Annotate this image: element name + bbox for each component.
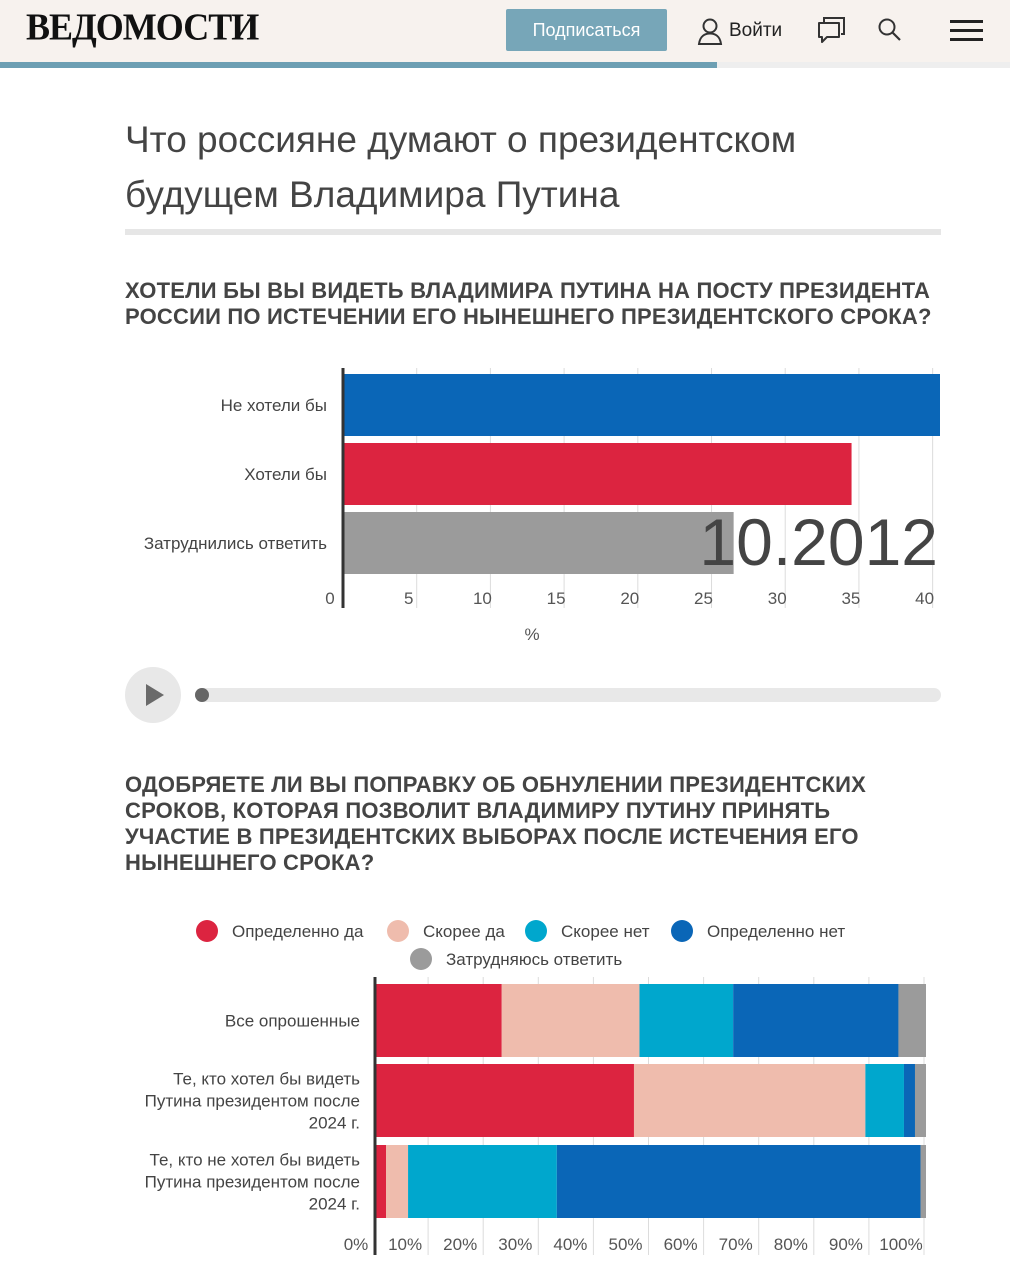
chart2-bar-segment-2-2 [408, 1145, 557, 1218]
chart1-category-label-0: Не хотели бы [220, 396, 327, 415]
chart1-bar-chart [0, 350, 1010, 650]
chart2-category-label-2-2: 2024 г. [308, 1194, 360, 1214]
chart1-category-label-1: Хотели бы [244, 465, 327, 484]
chart2-bar-segment-2-4 [920, 1145, 926, 1218]
user-icon [697, 17, 723, 45]
chart1-bar-0 [343, 374, 940, 436]
chart1-x-axis-label: % [524, 625, 540, 644]
chart2-tick-label-10: 100% [879, 1235, 923, 1254]
chart2-bar-segment-0-1 [502, 984, 640, 1057]
chart2-legend-marker-2 [525, 920, 547, 942]
chart1-tick-label-1: 5 [403, 589, 414, 608]
timeline-slider-handle[interactable] [195, 688, 209, 702]
chart1-bar-2 [343, 512, 734, 574]
chart2-tick-label-4: 40% [553, 1235, 588, 1254]
chart2-legend-marker-0 [196, 920, 218, 942]
chart1-question: ХОТЕЛИ БЫ ВЫ ВИДЕТЬ ВЛАДИМИРА ПУТИНА НА ПОСТУ ПРЕЗИДЕНТА РОССИИ ПО ИСТЕЧЕНИИ ЕГО НЫНЕШНЕГО ПРЕЗИДЕНТСКОГО СРОКА? [125, 278, 932, 329]
comments-icon[interactable] [817, 16, 847, 44]
chart2-tick-label-7: 70% [718, 1235, 753, 1254]
chart2-category-label-1-1: Путина президентом после [144, 1091, 360, 1111]
chart2-stacked-bar-chart [0, 905, 1010, 1275]
timeline-play-button[interactable] [125, 667, 181, 723]
chart1-tick-label-4: 20 [620, 589, 640, 608]
chart2-bar-segment-2-3 [557, 1145, 921, 1218]
chart2-bar-segment-0-0 [375, 984, 502, 1057]
chart1-tick-label-8: 40 [915, 589, 935, 608]
chart2-legend-label-4: Затрудняюсь ответить [446, 950, 623, 969]
chart2-tick-label-2: 20% [443, 1235, 478, 1254]
chart2-tick-label-6: 60% [663, 1235, 698, 1254]
chart2-bar-segment-0-3 [733, 984, 898, 1057]
chart1-tick-label-2: 10 [472, 589, 492, 608]
chart1-tick-label-0: 0 [325, 589, 335, 608]
chart2-bar-segment-1-2 [865, 1064, 904, 1137]
chart1-tick-label-3: 15 [546, 589, 566, 608]
chart2-bar-segment-1-3 [904, 1064, 915, 1137]
chart2-bar-segment-0-4 [898, 984, 926, 1057]
chart2-tick-label-3: 30% [498, 1235, 533, 1254]
chart2-category-label-2-0: Те, кто не хотел бы видеть [149, 1150, 360, 1170]
subscribe-button[interactable]: Подписаться [506, 9, 667, 51]
chart2-tick-label-8: 80% [773, 1235, 808, 1254]
chart2-bar-segment-0-2 [639, 984, 733, 1057]
chart2-tick-label-0: 0% [343, 1235, 369, 1254]
chart2-legend-marker-3 [671, 920, 693, 942]
chart2-tick-label-1: 10% [388, 1235, 423, 1254]
chart2-bar-segment-1-4 [915, 1064, 926, 1137]
title-divider [125, 229, 941, 235]
chart1-bar-1 [343, 443, 852, 505]
chart2-legend-label-2: Скорее нет [561, 922, 650, 941]
login-button[interactable] [697, 16, 782, 46]
chart2-bar-segment-1-0 [375, 1064, 634, 1137]
chart2-category-label-1-2: 2024 г. [308, 1113, 360, 1133]
timeline-slider-track[interactable] [195, 688, 941, 702]
chart2-legend-label-0: Определенно да [232, 922, 364, 941]
login-label: Войти [729, 20, 783, 41]
chart2-category-label-2-1: Путина президентом после [144, 1172, 360, 1192]
chart2-tick-label-9: 90% [828, 1235, 863, 1254]
chart2-legend-marker-4 [410, 948, 432, 970]
site-logo[interactable]: ВЕДОМОСТИ [26, 6, 259, 49]
menu-icon[interactable] [950, 18, 984, 44]
chart2-question: ОДОБРЯЕТЕ ЛИ ВЫ ПОПРАВКУ ОБ ОБНУЛЕНИИ ПРЕЗИДЕНТСКИХ СРОКОВ, КОТОРАЯ ПОЗВОЛИТ ВЛАДИМИРУ ПУТИНУ ПРИНЯТЬ УЧАСТИЕ В ПРЕЗИДЕНТСКИХ ВЫБОРАХ ПОСЛЕ ИСТЕЧЕНИЯ ЕГО НЫНЕШНЕГО СРОКА? [125, 772, 867, 875]
chart2-bar-segment-1-1 [634, 1064, 865, 1137]
chart2-category-label-1-0: Те, кто хотел бы видеть [173, 1069, 360, 1089]
reading-progress-fill [0, 62, 717, 68]
chart2-legend-label-1: Скорее да [423, 922, 505, 941]
chart2-legend-label-3: Определенно нет [707, 922, 846, 941]
search-icon[interactable] [877, 17, 903, 43]
chart1-category-label-2: Затруднились ответить [143, 534, 327, 553]
chart2-bar-segment-2-1 [386, 1145, 408, 1218]
chart2-legend-marker-1 [387, 920, 409, 942]
site-header [0, 0, 1010, 62]
chart1-tick-label-6: 30 [767, 589, 787, 608]
chart1-tick-label-7: 35 [841, 589, 861, 608]
play-icon [125, 667, 181, 723]
chart2-category-label-0-0: Все опрошенные [224, 1011, 360, 1031]
chart1-period-label: 10.2012 [699, 505, 938, 579]
chart1-tick-label-5: 25 [694, 589, 713, 608]
chart2-bar-segment-2-0 [375, 1145, 386, 1218]
chart2-tick-label-5: 50% [608, 1235, 643, 1254]
article-title: Что россияне думают о президентском будущем Владимира Путина [125, 119, 797, 215]
